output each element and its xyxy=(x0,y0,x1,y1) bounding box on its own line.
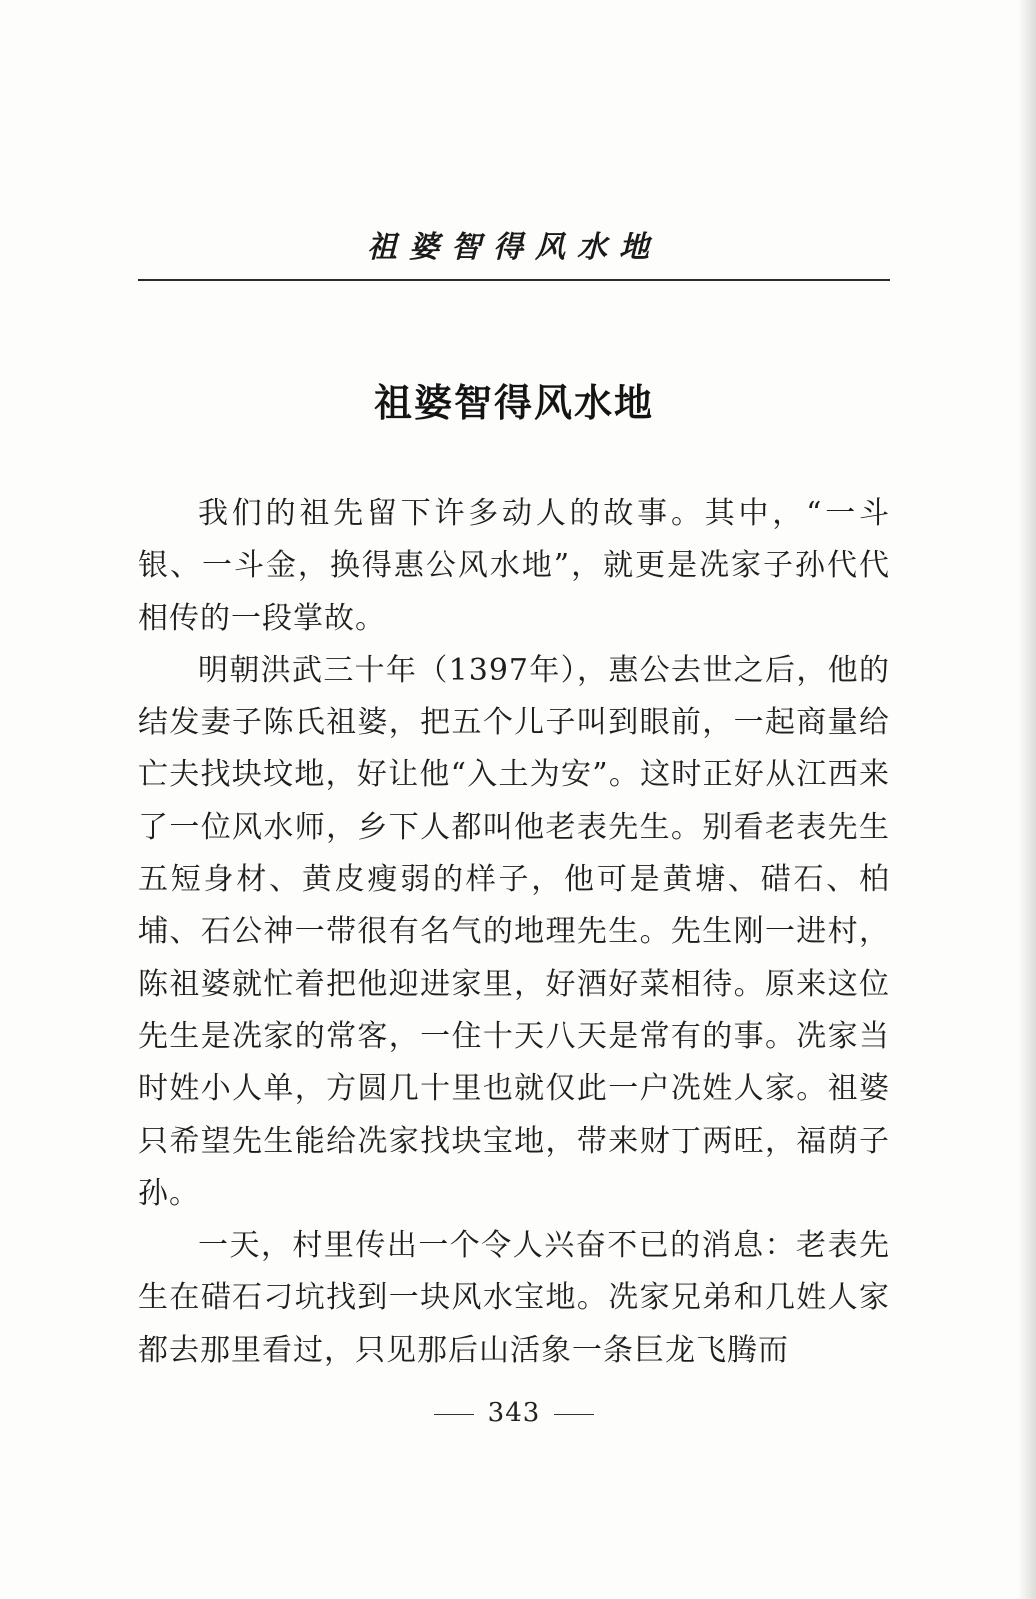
dash-left xyxy=(434,1414,474,1415)
page-edge-shadow xyxy=(1018,0,1036,1599)
paragraph-3: 一天，村里传出一个令人兴奋不已的消息：老表先生在碏石刁坑找到一块风水宝地。冼家兄弟和几姓人家都去那里看过，只见那后山活象一条巨龙飞腾而 xyxy=(138,1228,890,1368)
running-header: 祖婆智得风水地 xyxy=(367,230,661,265)
dash-right xyxy=(554,1414,594,1415)
header-rule xyxy=(138,279,890,281)
page-number: 343 xyxy=(487,1398,541,1428)
paragraph-1: 我们的祖先留下许多动人的故事。其中，“一斗银、一斗金，换得惠公风水地”，就更是冼家子孙代代相传的一段掌故。 xyxy=(138,496,890,636)
body-text xyxy=(138,488,890,1377)
page-number-footer xyxy=(138,1398,890,1428)
chapter-title: 祖婆智得风水地 xyxy=(373,380,654,425)
paragraph-2: 明朝洪武三十年（1397年），惠公去世之后，他的结发妻子陈氏祖婆，把五个儿子叫到眼前，一起商量给亡夫找块坟地，好让他“入土为安”。这时正好从江西来了一位风水师，乡下人都叫他老表先生。别看老表先生五短身材、黄皮瘦弱的样子，他可是黄塘、碏石、柏埔、石公神一带很有名气的地理先生。先生刚一进村，陈祖婆就忙着把他迎进家里，好酒好菜相待。原来这位先生是冼家的常客，一住十天八天是常有的事。冼家当时姓小人单，方圆几十里也就仅此一户冼姓人家。祖婆只希望先生能给冼家找块宝地，带来财丁两旺，福荫子孙。 xyxy=(138,652,890,1211)
